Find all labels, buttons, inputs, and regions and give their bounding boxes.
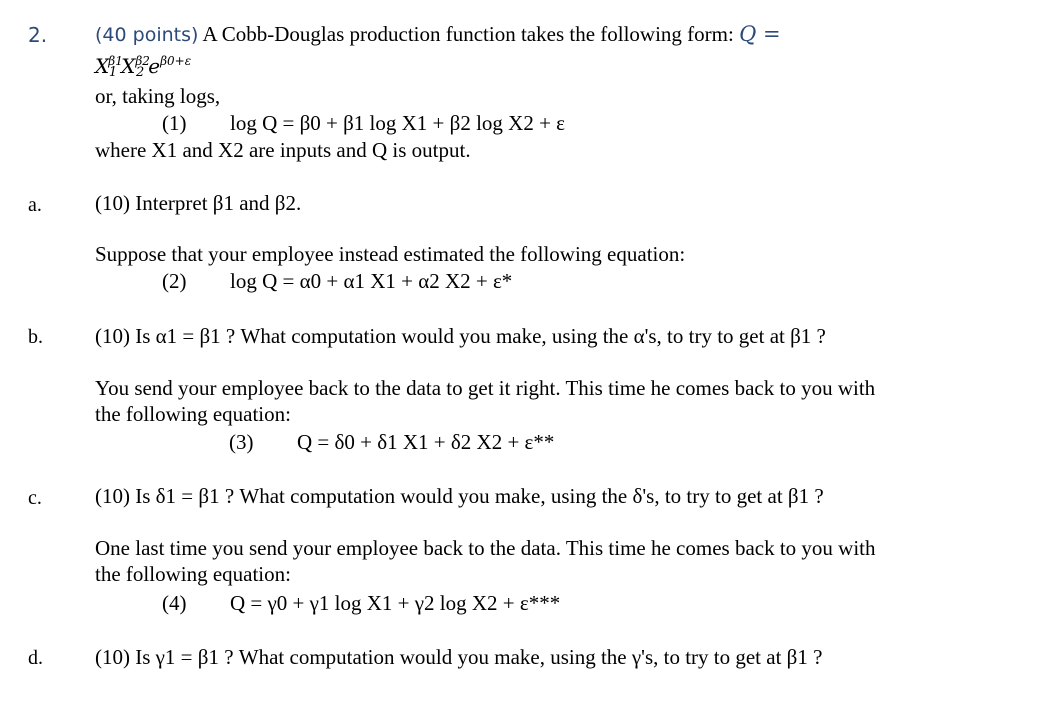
equation-4 [162, 593, 560, 614]
problem-intro-line [95, 24, 781, 45]
send-back-2-text: One last time you send your employee back to the data. This time he comes back to you with [95, 536, 876, 560]
formula-x2: X [121, 54, 136, 78]
equation-1-body: log Q = β0 + β1 log X1 + β2 log X2 + ε [230, 111, 565, 135]
equation-3 [229, 432, 554, 453]
equation-2-body: log Q = α0 + α1 X1 + α2 X2 + ε* [230, 269, 513, 293]
points-label: (40 points) [95, 24, 199, 46]
equation-3-body: Q = δ0 + δ1 X1 + δ2 X2 + ε** [297, 430, 555, 454]
part-b-question: (10) Is α1 = β1 ? What computation would you make, using the α's, to try to get at β1 ? [95, 324, 826, 348]
part-a-label: a. [28, 194, 42, 216]
equation-1-number: (1) [162, 111, 187, 135]
part-b-label: b. [28, 326, 43, 348]
formula-x1: X [95, 54, 110, 78]
suppose-text: Suppose that your employee instead estimated the following equation: [95, 242, 686, 266]
equation-1 [162, 113, 565, 134]
where-text: where X1 and X2 are inputs and Q is output. [95, 138, 471, 162]
formula-beta1: β1 [108, 54, 123, 68]
formula-exponent: β0+ε [160, 54, 192, 68]
send-back-2b-text: the following equation: [95, 562, 291, 586]
cobb-douglas-formula: $X^{\beta 1}_1$ $X^{\beta 2}_2$ $e^{\beta 0+\varepsilon}$ [95, 54, 192, 80]
equation-4-number: (4) [162, 591, 187, 615]
equation-2 [162, 271, 512, 292]
send-back-1b-text: the following equation: [95, 402, 291, 426]
part-a-question: (10) Interpret β1 and β2. [95, 191, 302, 215]
part-d-question: (10) Is γ1 = β1 ? What computation would you make, using the γ's, to try to get at β1 ? [95, 645, 823, 669]
formula-e: e [148, 54, 161, 78]
problem-number: 2. [28, 23, 48, 47]
intro-text: A Cobb-Douglas production function takes the following form: [202, 22, 734, 46]
part-c-question: (10) Is δ1 = β1 ? What computation would you make, using the δ's, to try to get at β1 ? [95, 484, 824, 508]
part-c-label: c. [28, 487, 42, 509]
send-back-1-text: You send your employee back to the data to get it right. This time he comes back to you with [95, 376, 876, 400]
equation-3-number: (3) [229, 430, 254, 454]
q-equals: Q = [739, 22, 781, 46]
equation-2-number: (2) [162, 269, 187, 293]
part-d-label: d. [28, 647, 43, 669]
taking-logs-text: or, taking logs, [95, 84, 221, 108]
equation-4-body: Q = γ0 + γ1 log X1 + γ2 log X2 + ε*** [230, 591, 561, 615]
formula-beta2: β2 [135, 54, 150, 68]
